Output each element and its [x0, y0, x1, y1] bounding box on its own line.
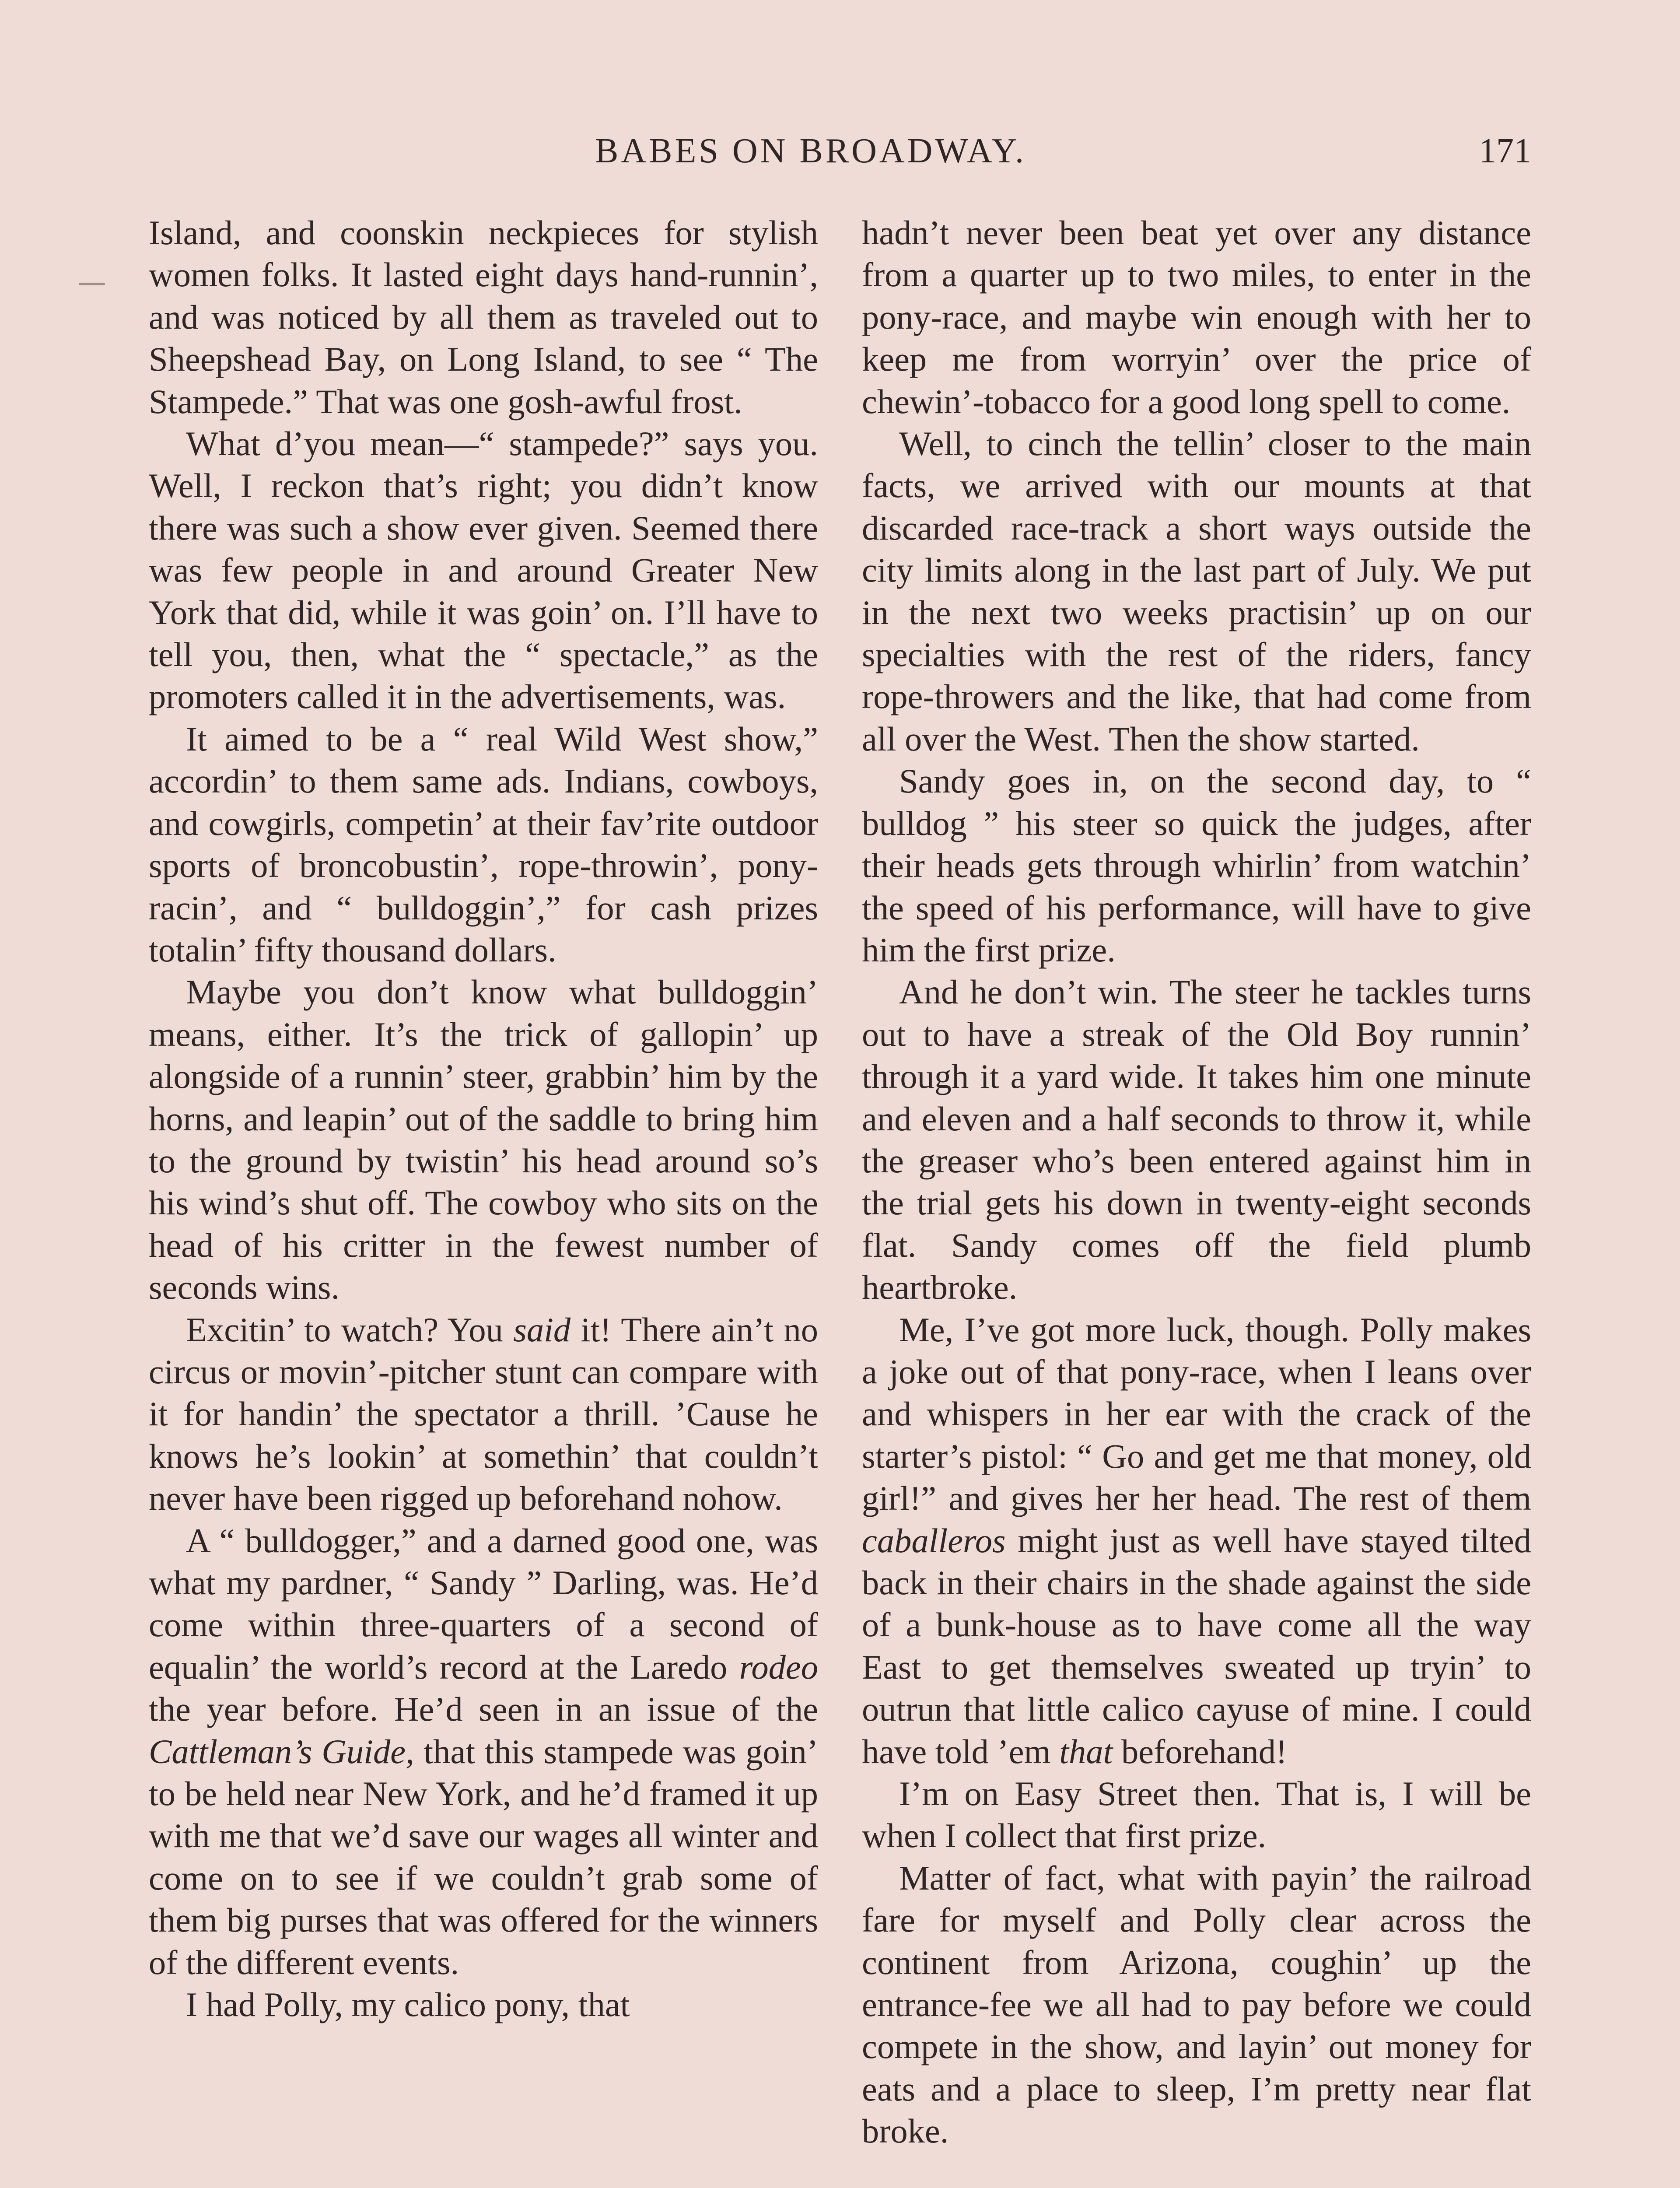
- paragraph: [149, 1520, 818, 1984]
- text-run: Well, to cinch the tellin’ closer to the main facts, we arrived with our mounts at that discarded race-track a short ways outside the city limits along in the last part of July. We put in the next two weeks practisin’ up on our specialties with the rest of the riders, fancy rope-throwers and the like, that had come from all over the West. Then the show started.: [862, 424, 1531, 758]
- text-run: hadn’t never been beat yet over any distance from a quarter up to two miles, to enter in the pony-race, and maybe win enough with her to keep me from worryin’ over the price of chewin’-tobacco for a good long spell to come.: [862, 214, 1531, 421]
- text-run: I had Polly, my calico pony, that: [186, 1985, 630, 2024]
- text-run: might just as well have stayed tilted back in their chairs in the shade against the side of a bunk-house as to have come all the way East to get themselves sweated up tryin’ to outrun that little calico cayuse of mine. I could have told ’em: [862, 1521, 1531, 1771]
- text-run: It aimed to be a “ real Wild West show,” accordin’ to them same ads. Indians, cowboys, and cowgirls, competin’ at their fav’rite outdoor sports of broncobustin’, rope-throwin’, pony-racin’, and “ bulldoggin’,” for cash prizes totalin’ fifty thousand dollars.: [149, 719, 818, 969]
- page-number: 171: [1479, 132, 1531, 170]
- paragraph: [862, 1773, 1531, 1857]
- italic-text: Cattleman’s Guide,: [149, 1732, 414, 1771]
- text-run: the year before. He’d seen in an issue of the: [149, 1690, 818, 1729]
- text-run: A “ bulldogger,” and a darned good one, was what my pardner, “ Sandy ” Darling, was. He’d come within three-quarters of a second of equalin’ the world’s record at the Laredo: [149, 1521, 818, 1686]
- text-run: it! There ain’t no circus or movin’-pitcher stunt can compare with it for handin’ the spectator a thrill. ’Cause he knows he’s lookin’ at somethin’ that couldn’t never have been rigged up beforehand nohow.: [149, 1310, 818, 1518]
- paragraph: [149, 212, 818, 423]
- paragraph: [149, 1984, 818, 2026]
- paragraph: [862, 212, 1531, 423]
- paragraph: [149, 423, 818, 718]
- paragraph: [862, 1857, 1531, 2153]
- italic-text: that: [1059, 1732, 1113, 1771]
- text-run: Maybe you don’t know what bulldoggin’ means, either. It’s the trick of gallopin’ up alongside of a runnin’ steer, grabbin’ him by the horns, and leapin’ out of the saddle to bring him to the ground by twistin’ his head around so’s his wind’s shut off. The cowboy who sits on the head of his critter in the fewest number of seconds wins.: [149, 973, 818, 1307]
- text-run: Sandy goes in, on the second day, to “ bulldog ” his steer so quick the judges, after their heads gets through whirlin’ from watchin’ the speed of his performance, will have to give him the first prize.: [862, 762, 1531, 969]
- paragraph: [149, 971, 818, 1308]
- italic-text: caballeros: [862, 1521, 1006, 1560]
- text-run: And he don’t win. The steer he tackles turns out to have a streak of the Old Boy runnin’ through it a yard wide. It takes him one minute and eleven and a half seconds to throw it, while the greaser who’s been entered against him in the trial gets his down in twenty-eight seconds flat. Sandy comes off the field plumb heartbroke.: [862, 973, 1531, 1307]
- paragraph: [862, 1309, 1531, 1773]
- paragraph: [862, 423, 1531, 760]
- left-column: [149, 212, 818, 2188]
- page-header: [149, 131, 1531, 179]
- paragraph: [862, 971, 1531, 1308]
- margin-mark: [79, 283, 105, 285]
- text-run: What d’you mean—“ stampede?” says you. Well, I reckon that’s right; you didn’t know there was such a show ever given. Seemed there was few people in and around Greater New York that did, while it was goin’ on. I’ll have to tell you, then, what the “ spectacle,” as the promoters called it in the advertisements, was.: [149, 424, 818, 716]
- text-run: Me, I’ve got more luck, though. Polly makes a joke out of that pony-race, when I leans over and whispers in her ear with the crack of the starter’s pistol: “ Go and get me that money, old girl!” and gives her her head. The rest of them: [862, 1310, 1531, 1518]
- text-run: beforehand!: [1113, 1732, 1288, 1771]
- right-column: [862, 212, 1531, 2188]
- paragraph: [149, 718, 818, 971]
- text-run: Island, and coonskin neckpieces for stylish women folks. It lasted eight days hand-runnin’, and was noticed by all them as traveled out to Sheepshead Bay, on Long Island, to see “ The Stampede.” That was one gosh-awful frost.: [149, 214, 818, 421]
- text-run: Matter of fact, what with payin’ the railroad fare for myself and Polly clear across the continent from Arizona, coughin’ up the entrance-fee we all had to pay before we could compete in the show, and layin’ out money for eats and a place to sleep, I’m pretty near flat broke.: [862, 1858, 1531, 2150]
- text-run: that this stampede was goin’ to be held near New York, and he’d framed it up with me that we’d save our wages all winter and come on to see if we couldn’t grab some of them big purses that was offered for the winners of the different events.: [149, 1732, 819, 1981]
- italic-text: said: [513, 1310, 571, 1349]
- paragraph: [862, 760, 1531, 971]
- running-head: BABES ON BROADWAY.: [595, 132, 1026, 170]
- italic-text: rodeo: [739, 1648, 818, 1686]
- text-run: I’m on Easy Street then. That is, I will be when I collect that first prize.: [862, 1774, 1531, 1855]
- text-run: Excitin’ to watch? You: [186, 1310, 514, 1349]
- paragraph: [149, 1309, 818, 1520]
